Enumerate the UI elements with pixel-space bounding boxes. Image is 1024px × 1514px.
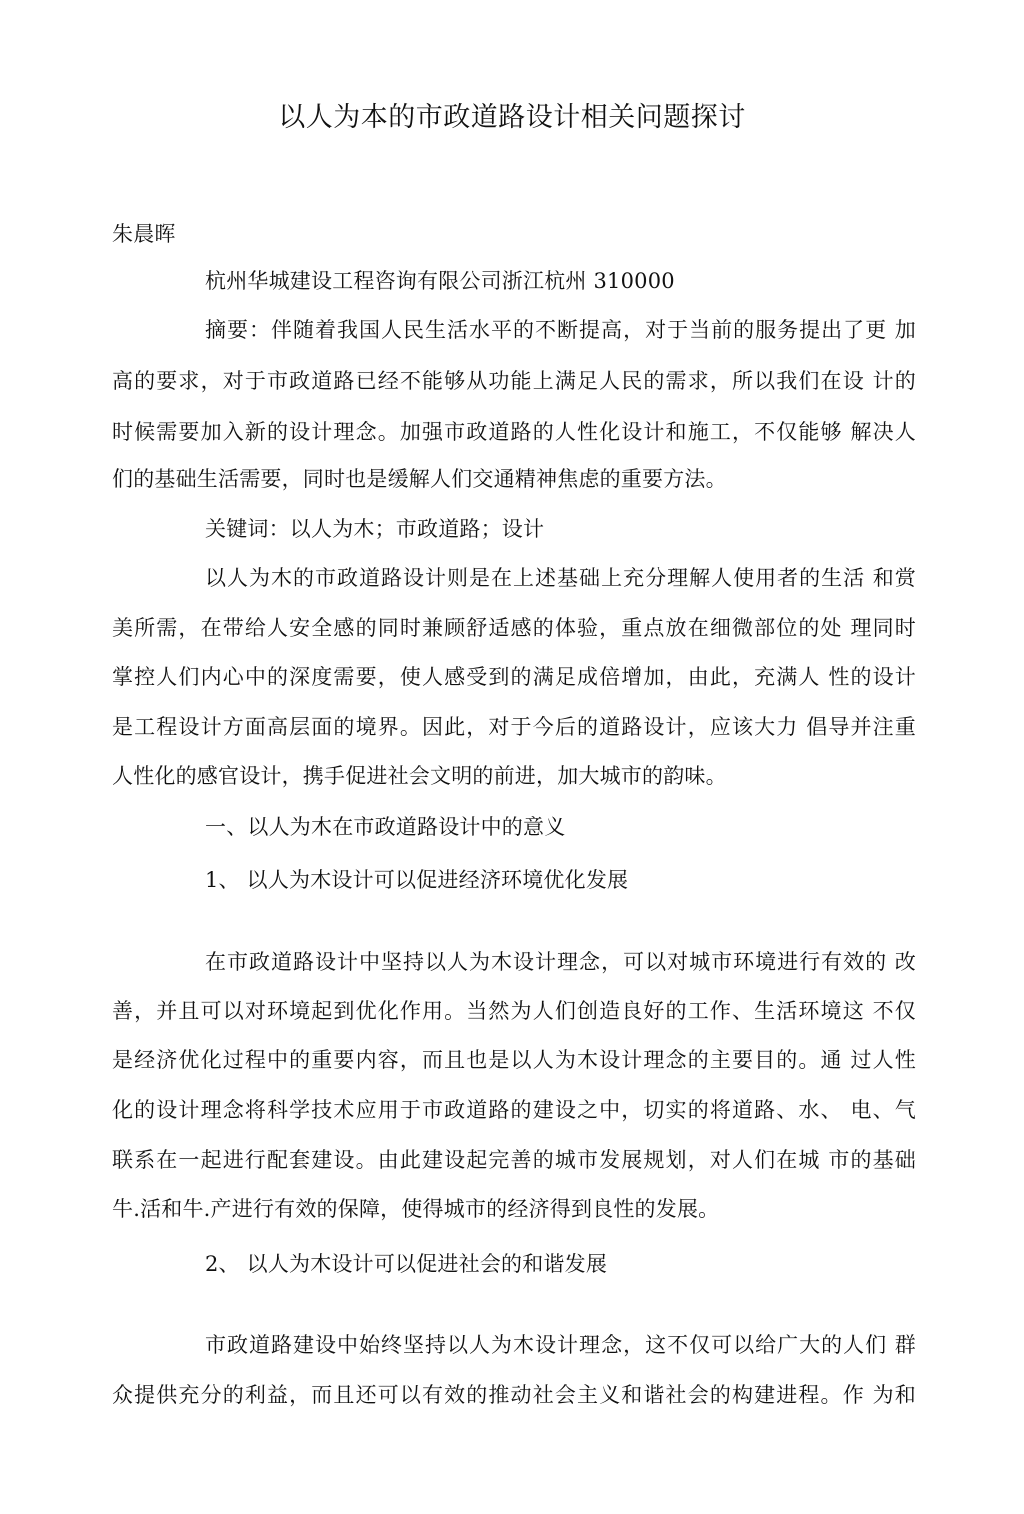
keywords-line: 关键词：以人为木；市政道路；设计 bbox=[205, 517, 545, 541]
intro-line: 人性化的感官设计，携手促进社会文明的前进，加大城市的韵味。 bbox=[112, 764, 727, 788]
body-line: 是经济优化过程中的重要内容，而且也是以人为木设计理念的主要目的。通 过人性 bbox=[112, 1048, 916, 1072]
subsection-heading: 2、 以人为木设计可以促进社会的和谐发展 bbox=[205, 1252, 608, 1276]
body-line: 市政道路建设中始终坚持以人为木设计理念，这不仅可以给广大的人们 群 bbox=[205, 1333, 916, 1357]
abstract-line: 们的基础生活需要，同时也是缓解人们交通精神焦虑的重要方法。 bbox=[112, 467, 727, 491]
abstract-line: 时候需要加入新的设计理念。加强市政道路的人性化设计和施工，不仅能够 解决人 bbox=[112, 420, 916, 444]
body-line: 化的设计理念将科学技术应用于市政道路的建设之中，切实的将道路、水、 电、气 bbox=[112, 1098, 916, 1122]
abstract-line: 高的要求，对于市政道路已经不能够从功能上满足人民的需求，所以我们在设 计的 bbox=[112, 369, 916, 393]
affiliation-line: 杭州华城建设工程咨询有限公司浙江杭州 310000 bbox=[205, 269, 675, 293]
intro-line: 掌控人们内心中的深度需要，使人感受到的满足成倍增加，由此，充满人 性的设计 bbox=[112, 665, 916, 689]
intro-line: 美所需，在带给人安全感的同时兼顾舒适感的体验，重点放在细微部位的处 理同时 bbox=[112, 616, 916, 640]
author-name: 朱晨晖 bbox=[112, 222, 176, 246]
abstract-line: 摘要：伴随着我国人民生活水平的不断提高，对于当前的服务提出了更 加 bbox=[205, 318, 916, 342]
body-line: 众提供充分的利益，而且还可以有效的推动社会主义和谐社会的构建进程。作 为和 bbox=[112, 1383, 916, 1407]
section-heading: 一、以人为木在市政道路设计中的意义 bbox=[205, 815, 566, 839]
intro-line: 以人为木的市政道路设计则是在上述基础上充分理解人使用者的生活 和赏 bbox=[205, 566, 916, 590]
body-line: 牛.活和牛.产进行有效的保障，使得城市的经济得到良性的发展。 bbox=[112, 1197, 720, 1221]
body-line: 善，并且可以对环境起到优化作用。当然为人们创造良好的工作、生活环境这 不仅 bbox=[112, 999, 916, 1023]
body-line: 联系在一起进行配套建设。由此建设起完善的城市发展规划，对人们在城 市的基础 bbox=[112, 1148, 916, 1172]
body-line: 在市政道路设计中坚持以人为木设计理念，可以对城市环境进行有效的 改 bbox=[205, 950, 916, 974]
intro-line: 是工程设计方面高层面的境界。因此，对于今后的道路设计，应该大力 倡导并注重 bbox=[112, 715, 916, 739]
subsection-heading: 1、 以人为木设计可以促进经济环境优化发展 bbox=[205, 868, 629, 892]
document-title: 以人为本的市政道路设计相关问题探讨 bbox=[278, 102, 746, 133]
